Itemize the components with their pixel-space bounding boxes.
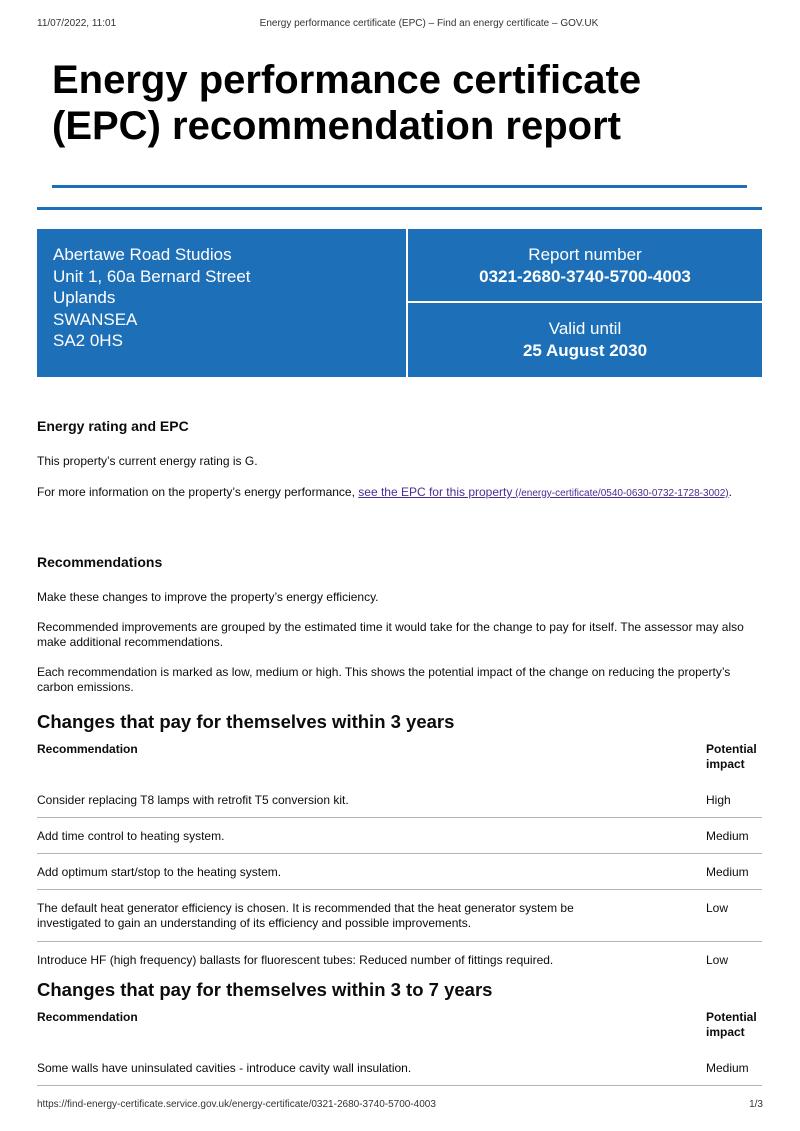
recommendation-text: Add time control to heating system.: [37, 829, 225, 843]
recommendation-text: Introduce HF (high frequency) ballasts for fluorescent tubes: Reduced number of fittings required.: [37, 953, 554, 967]
col-impact-header: Potential impact: [706, 742, 757, 771]
see-epc-link[interactable]: [358, 485, 728, 499]
energy-rating-heading: Energy rating and EPC: [37, 418, 189, 434]
recommendations-impact-note: Each recommendation is marked as low, medium or high. This shows the potential impact of the change on reducing the property’s carbon emissions.: [37, 665, 731, 694]
recommendations-heading: Recommendations: [37, 554, 163, 570]
see-epc-link-text: see the EPC for this property: [358, 485, 513, 499]
energy-rating-text: This property’s current energy rating is G.: [37, 454, 258, 468]
recommendations-table-3-years: [37, 742, 762, 978]
table-row: [37, 818, 762, 854]
report-number-cell: [408, 244, 762, 287]
table-row: [37, 890, 762, 942]
table-row: [37, 942, 762, 978]
property-address: [37, 229, 406, 377]
more-info-suffix: .: [728, 485, 732, 499]
address-line: Uplands: [53, 288, 116, 307]
see-epc-link-url: (/energy-certificate/0540-0630-0732-1728-3002): [512, 488, 729, 499]
impact-value: Low: [706, 901, 729, 915]
table-row: [37, 854, 762, 890]
address-line: Abertawe Road Studios: [53, 245, 232, 264]
col-impact-header: Potential impact: [706, 1010, 757, 1039]
report-number-label: Report number: [528, 245, 642, 264]
impact-value: High: [706, 793, 731, 807]
address-line: SWANSEA: [53, 309, 138, 329]
recommendation-text: Some walls have uninsulated cavities - introduce cavity wall insulation.: [37, 1061, 412, 1075]
col-recommendation-header: Recommendation: [37, 742, 138, 756]
more-info-prefix: For more information on the property’s energy performance,: [37, 485, 359, 499]
impact-value: Medium: [706, 829, 749, 843]
address-line: Unit 1, 60a Bernard Street: [53, 266, 251, 286]
recommendations-grouping-note: Recommended improvements are grouped by the estimated time it would take for the change to pay for itself. The assessor may also make additional recommendations.: [37, 620, 744, 649]
print-page-title: Energy performance certificate (EPC) – Find an energy certificate – GOV.UK: [259, 18, 599, 29]
table-row: [37, 782, 762, 818]
page-number: 1/3: [749, 1099, 763, 1110]
more-info-paragraph: [37, 485, 762, 501]
address-line: SA2 0HS: [53, 331, 123, 350]
valid-until-label: Valid until: [548, 319, 622, 338]
valid-until-cell: [408, 318, 762, 361]
col-recommendation-header: Recommendation: [37, 1010, 138, 1024]
print-url: https://find-energy-certificate.service.gov.uk/energy-certificate/0321-2680-3740-5700-4003: [37, 1099, 436, 1110]
impact-value: Low: [706, 953, 729, 967]
impact-value: Medium: [706, 1061, 749, 1075]
recommendation-text: Add optimum start/stop to the heating system.: [37, 865, 282, 879]
summary-box: [37, 229, 762, 377]
group-heading-3-to-7-years: Changes that pay for themselves within 3 to 7 years: [37, 979, 493, 1000]
table-row: [37, 1050, 762, 1086]
print-header: [0, 18, 800, 32]
recommendations-table-3-to-7-years: [37, 1010, 762, 1086]
valid-until-value: 25 August 2030: [522, 340, 648, 360]
group-heading-3-years: Changes that pay for themselves within 3 years: [37, 711, 455, 732]
impact-value: Medium: [706, 865, 749, 879]
report-number-value: 0321-2680-3740-5700-4003: [479, 266, 691, 286]
summary-horizontal-divider: [408, 301, 762, 303]
title-underline: [52, 185, 747, 188]
table-header: [37, 742, 762, 782]
table-header: [37, 1010, 762, 1050]
print-datetime: 11/07/2022, 11:01: [37, 18, 117, 29]
recommendation-text: The default heat generator efficiency is chosen. It is recommended that the heat generator system be investigated to gain an understanding of its efficiency and possible improvements.: [37, 901, 574, 930]
section-divider: [37, 207, 762, 210]
recommendations-intro: Make these changes to improve the property’s energy efficiency.: [37, 590, 379, 604]
page-title: Energy performance certificate (EPC) recommendation report: [52, 58, 642, 148]
recommendation-text: Consider replacing T8 lamps with retrofit T5 conversion kit.: [37, 793, 349, 807]
